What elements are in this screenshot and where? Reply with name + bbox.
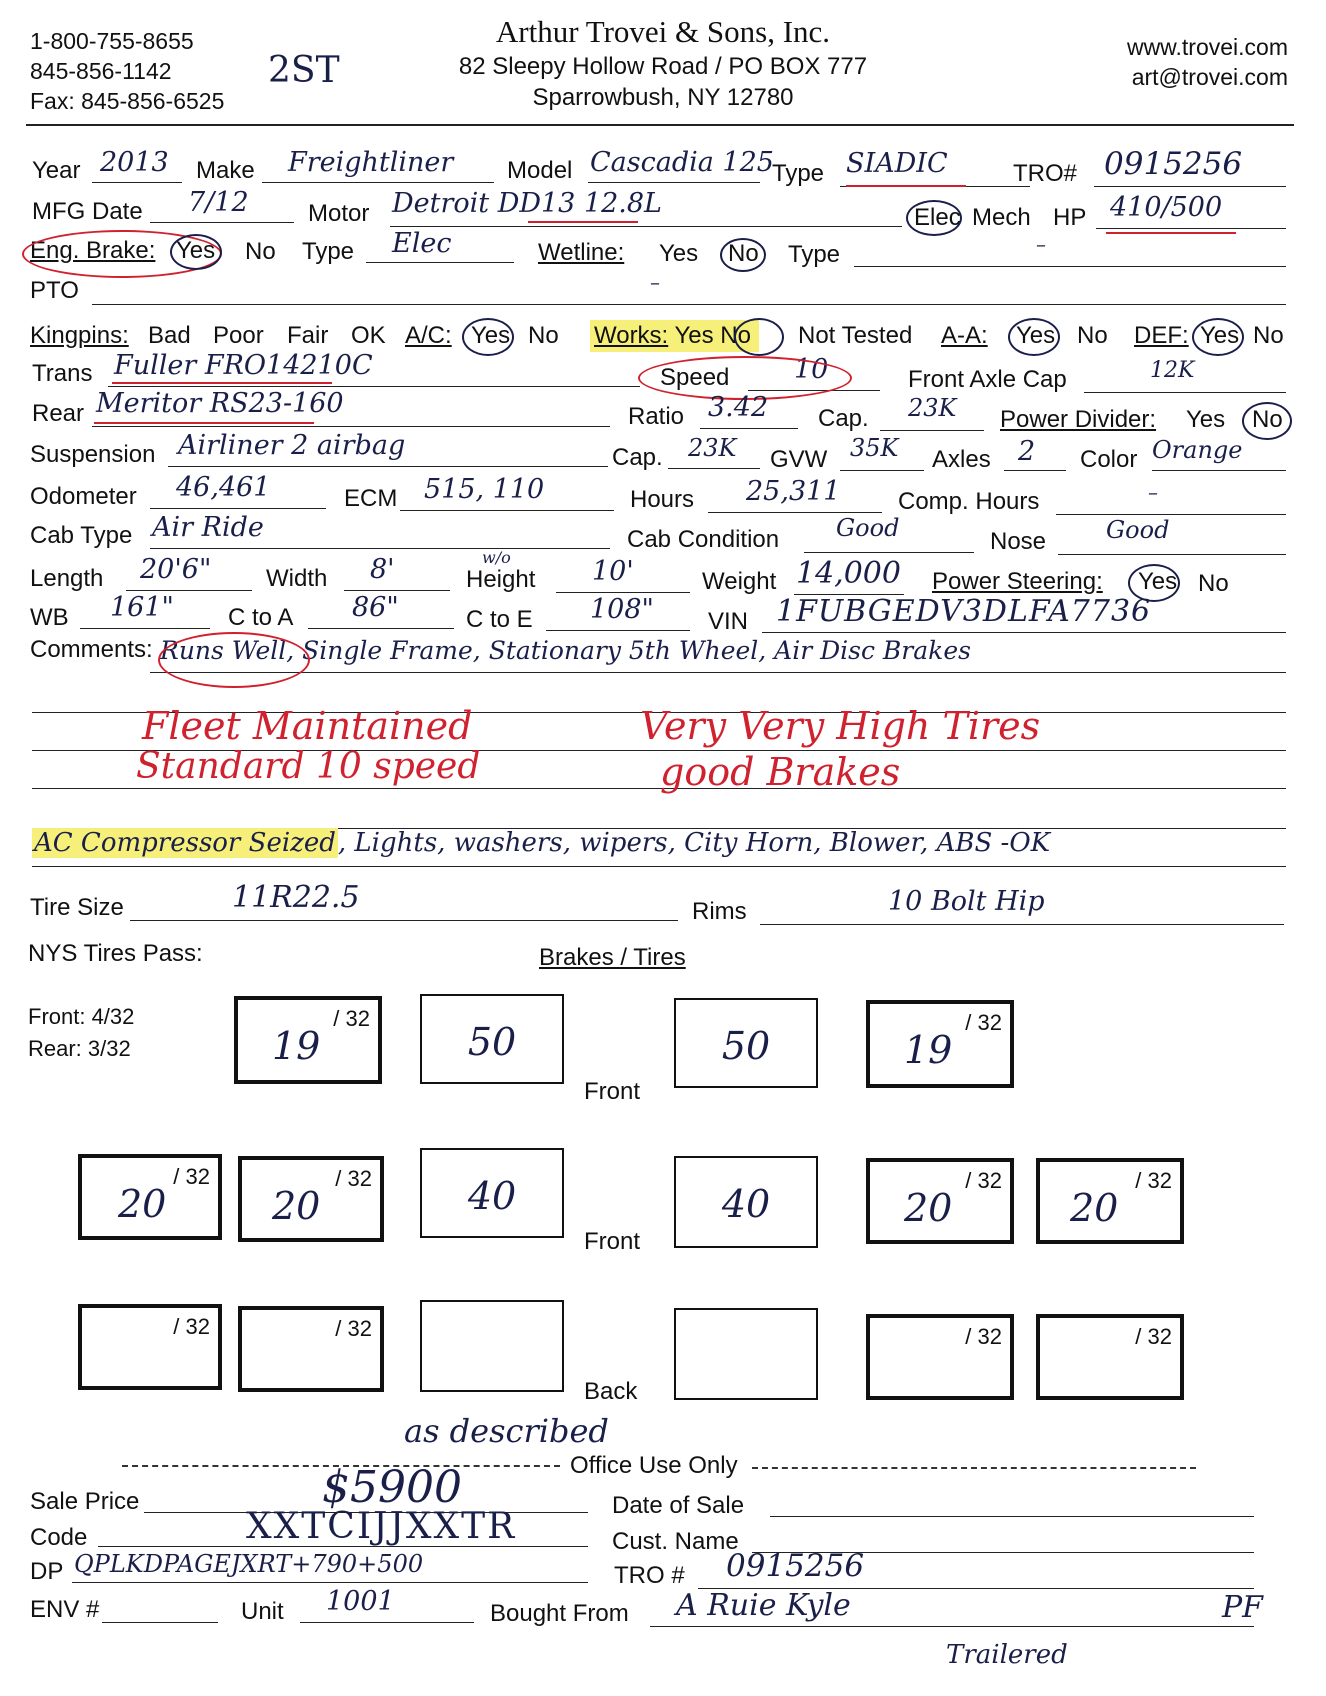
hp-value: 410/500 <box>1110 192 1223 223</box>
suspension-value: Airliner 2 airbag <box>178 430 406 461</box>
eng-brake-type-value: Elec <box>392 228 452 259</box>
type-label: Type <box>772 160 825 187</box>
fax-number: Fax: 845-856-6525 <box>30 88 225 114</box>
as-described-note: as described <box>404 1412 609 1450</box>
wb-value: 161" <box>110 592 174 623</box>
power-steering-no: No <box>1198 570 1229 597</box>
year-label: Year <box>32 157 81 184</box>
cab-condition-label: Cab Condition <box>627 526 780 553</box>
tire-rear-outer-left: / 32 <box>78 1304 222 1390</box>
trailered-note: Trailered <box>946 1640 1068 1670</box>
color-value: Orange <box>1152 436 1243 464</box>
gvw-value: 35K <box>850 434 899 462</box>
works-yes: Yes <box>674 322 714 349</box>
aa-yes: Yes <box>1016 322 1056 349</box>
height-value: 10' <box>592 556 634 587</box>
rear-label: Rear <box>32 400 85 427</box>
runs-well-red-circle <box>158 632 310 688</box>
header-divider <box>26 124 1294 126</box>
kingpins-poor: Poor <box>213 322 264 349</box>
rear-value: Meritor RS23-160 <box>96 388 344 419</box>
cust-name-label: Cust. Name <box>612 1528 739 1555</box>
power-steering-label: Power Steering: <box>932 568 1103 595</box>
ratio-value: 3.42 <box>708 392 769 423</box>
dp-label: DP <box>30 1558 64 1585</box>
hp-red-underline <box>1106 232 1236 234</box>
type-value: SIADIC <box>846 148 948 179</box>
nys-tires-pass-label: NYS Tires Pass: <box>28 940 203 967</box>
brake-front-right: 50 <box>674 998 818 1088</box>
hp-label: HP <box>1053 204 1087 231</box>
comment-line-1: Runs Well, Single Frame, Stationary 5th Wheel, Air Disc Brakes <box>160 636 971 665</box>
front-axle-cap-label: Front Axle Cap <box>908 366 1067 393</box>
color-label: Color <box>1080 446 1138 473</box>
front-axle-cap-value: 12K <box>1150 358 1195 383</box>
bought-from-value: A Ruie Kyle <box>676 1588 851 1623</box>
nose-value: Good <box>1106 516 1170 544</box>
def-yes-circle <box>1192 318 1244 356</box>
tire-drive-outer-right: / 32 20 <box>1036 1158 1184 1244</box>
cab-type-label: Cab Type <box>30 522 133 549</box>
wb-label: WB <box>30 604 69 631</box>
ac-label: A/C: <box>405 322 452 349</box>
speed-label: Speed <box>660 364 730 391</box>
wetline-type-label: Type <box>788 241 841 268</box>
tire-drive-inner-right: / 32 20 <box>866 1158 1014 1244</box>
cab-condition-value: Good <box>836 514 900 542</box>
rear-cap-value: 23K <box>908 394 957 422</box>
rims-value: 10 Bolt Hip <box>888 886 1045 917</box>
def-label: DEF: <box>1134 322 1189 349</box>
axles-value: 2 <box>1018 436 1036 467</box>
tire-rear-inner-right: / 32 <box>866 1314 1014 1400</box>
code-value: XXTCIJJXXTR <box>246 1506 517 1547</box>
aa-label: A-A: <box>941 322 988 349</box>
elec-option: Elec <box>914 204 961 231</box>
trans-red-underline <box>112 382 332 384</box>
sale-price-label: Sale Price <box>30 1488 140 1515</box>
length-value: 20'6" <box>140 554 212 585</box>
motor-label: Motor <box>308 200 370 227</box>
axle-1-front-label: Front <box>584 1078 641 1105</box>
tire-front-right: / 32 19 <box>866 1000 1014 1088</box>
wetline-label: Wetline: <box>538 239 625 266</box>
axle-2-front-label: Front <box>584 1228 641 1255</box>
mfg-date-value: 7/12 <box>188 187 249 218</box>
power-divider-label: Power Divider: <box>1000 406 1157 433</box>
tire-rear-inner-left: / 32 <box>238 1306 384 1392</box>
brake-rear-right <box>674 1308 818 1400</box>
tire-front-left: / 32 19 <box>234 996 382 1084</box>
front-spec: Front: 4/32 <box>28 1004 135 1029</box>
aa-yes-circle <box>1008 318 1060 356</box>
mech-option: Mech <box>972 204 1031 231</box>
trans-label: Trans <box>32 360 93 387</box>
not-tested: Not Tested <box>798 322 913 349</box>
tro-label: TRO# <box>1013 160 1078 187</box>
vin-value: 1FUBGEDV3DLFA7736 <box>776 594 1152 629</box>
ecm-value: 515, 110 <box>424 474 545 505</box>
comment-standard-10-speed: Standard 10 speed <box>136 746 481 787</box>
motor-value: Detroit DD13 12.8L <box>392 188 662 219</box>
phone-1: 1-800-755-8655 <box>30 28 194 54</box>
model-value: Cascadia 125 <box>590 147 774 178</box>
ac-yes: Yes <box>471 322 511 349</box>
def-yes: Yes <box>1200 322 1240 349</box>
c-to-e-label: C to E <box>466 606 533 633</box>
comp-hours-value: – <box>1148 480 1158 504</box>
vin-label: VIN <box>708 608 749 635</box>
pto-label: PTO <box>30 277 79 304</box>
tire-drive-outer-left: / 32 20 <box>78 1154 222 1240</box>
brake-drive-left: 40 <box>420 1148 564 1238</box>
make-value: Freightliner <box>288 147 454 178</box>
motor-red-underline <box>528 221 638 223</box>
comp-hours-label: Comp. Hours <box>898 488 1040 515</box>
rear-spec: Rear: 3/32 <box>28 1036 131 1061</box>
ecm-label: ECM <box>344 485 398 512</box>
eng-brake-label: Eng. Brake: <box>30 237 156 264</box>
c-to-e-value: 108" <box>590 594 654 625</box>
comment-high-tires: Very Very High Tires <box>640 704 1041 748</box>
make-label: Make <box>196 157 255 184</box>
company-address-2: Sparrowbush, NY 12780 <box>532 84 794 111</box>
c-to-a-value: 86" <box>352 592 399 623</box>
handwritten-note: 2ST <box>268 50 340 91</box>
wetline-type-value: – <box>1036 232 1046 256</box>
brake-rear-left <box>420 1300 564 1392</box>
weight-value: 14,000 <box>796 556 901 591</box>
aa-no: No <box>1077 322 1108 349</box>
comments-label: Comments: <box>30 636 153 663</box>
ac-seized-highlight: AC Compressor Seized <box>34 828 336 858</box>
wetline-no-circle <box>720 238 766 272</box>
rims-label: Rims <box>692 898 747 925</box>
initials: PF <box>1222 1590 1264 1625</box>
works-no: No <box>720 322 751 349</box>
width-label: Width <box>266 565 328 592</box>
unit-value: 1001 <box>326 1586 395 1617</box>
height-note: w/o <box>482 548 511 567</box>
wetline-no: No <box>728 240 759 267</box>
power-divider-yes: Yes <box>1186 406 1226 433</box>
mfg-date-label: MFG Date <box>32 198 143 225</box>
tire-size-label: Tire Size <box>30 894 124 921</box>
kingpins-ok: OK <box>351 322 386 349</box>
company-name: Arthur Trovei & Sons, Inc. <box>495 14 831 49</box>
office-use-only-label: Office Use Only <box>570 1452 738 1479</box>
weight-label: Weight <box>702 568 777 595</box>
kingpins-bad: Bad <box>148 322 191 349</box>
company-website: www.trovei.com <box>1126 34 1288 60</box>
comment-fleet-maintained: Fleet Maintained <box>142 704 473 748</box>
env-label: ENV # <box>30 1596 100 1623</box>
rear-cap-label: Cap. <box>818 405 869 432</box>
susp-cap-label: Cap. <box>612 444 663 471</box>
tro-number-value: 0915256 <box>726 1548 865 1584</box>
axles-label: Axles <box>932 446 991 473</box>
comment-good-brakes: good Brakes <box>660 750 901 794</box>
eng-brake-type-label: Type <box>302 238 355 265</box>
speed-value: 10 <box>794 354 829 385</box>
model-label: Model <box>507 157 573 184</box>
power-divider-no-circle <box>1242 402 1292 440</box>
date-of-sale-label: Date of Sale <box>612 1492 745 1519</box>
rear-red-underline <box>94 422 314 424</box>
ac-yes-circle <box>462 318 514 356</box>
bought-from-label: Bought From <box>490 1600 629 1627</box>
office-dash-right <box>752 1467 1196 1469</box>
dp-value: QPLKDPAGEJXRT+790+500 <box>74 1550 424 1578</box>
comment-line-ac <box>32 828 1050 858</box>
power-steering-yes: Yes <box>1138 568 1178 595</box>
odometer-value: 46,461 <box>176 472 271 503</box>
brake-front-left: 50 <box>420 994 564 1084</box>
height-label: Height <box>466 566 536 593</box>
kingpins-label: Kingpins: <box>30 322 129 349</box>
brakes-tires-heading: Brakes / Tires <box>539 944 686 971</box>
code-label: Code <box>30 1524 88 1551</box>
cab-type-value: Air Ride <box>152 512 264 543</box>
c-to-a-label: C to A <box>228 604 294 631</box>
gvw-label: GVW <box>770 446 828 473</box>
suspension-label: Suspension <box>30 441 156 468</box>
ac-no: No <box>528 322 559 349</box>
trans-value: Fuller FRO14210C <box>114 350 373 381</box>
eng-brake-no: No <box>245 238 276 265</box>
elec-circle <box>906 200 962 236</box>
year-value: 2013 <box>100 147 169 178</box>
tire-size-value: 11R22.5 <box>232 880 360 915</box>
type-red-underline <box>846 185 966 187</box>
tro-value: 0915256 <box>1104 146 1243 182</box>
company-address-1: 82 Sleepy Hollow Road / PO BOX 777 <box>458 53 868 80</box>
def-no: No <box>1253 322 1284 349</box>
comment-ac-rest: , Lights, washers, wipers, City Horn, Blower, ABS -OK <box>337 828 1051 858</box>
wetline-yes: Yes <box>659 240 699 267</box>
brake-drive-right: 40 <box>674 1156 818 1248</box>
hours-label: Hours <box>630 486 695 513</box>
power-divider-no: No <box>1252 406 1283 433</box>
odometer-label: Odometer <box>30 483 137 510</box>
susp-cap-value: 23K <box>688 434 737 462</box>
eng-brake-yes-circle <box>170 234 222 270</box>
nose-label: Nose <box>990 528 1047 555</box>
axle-3-back-label: Back <box>584 1378 638 1405</box>
company-email: art@trovei.com <box>1131 64 1288 90</box>
sale-price-value: $5900 <box>322 1462 462 1513</box>
length-label: Length <box>30 565 104 592</box>
hours-value: 25,311 <box>746 476 841 507</box>
works-no-circle <box>734 318 784 356</box>
pto-value: – <box>650 270 660 294</box>
ratio-label: Ratio <box>628 403 685 430</box>
unit-label: Unit <box>241 1598 284 1625</box>
width-value: 8' <box>370 554 395 585</box>
tro-number-label: TRO # <box>614 1562 685 1589</box>
phone-2: 845-856-1142 <box>30 58 172 84</box>
works-label: Works: <box>594 322 669 349</box>
kingpins-fair: Fair <box>287 322 329 349</box>
tire-drive-inner-left: / 32 20 <box>238 1156 384 1242</box>
eng-brake-yes: Yes <box>176 237 216 264</box>
tire-rear-outer-right: / 32 <box>1036 1314 1184 1400</box>
